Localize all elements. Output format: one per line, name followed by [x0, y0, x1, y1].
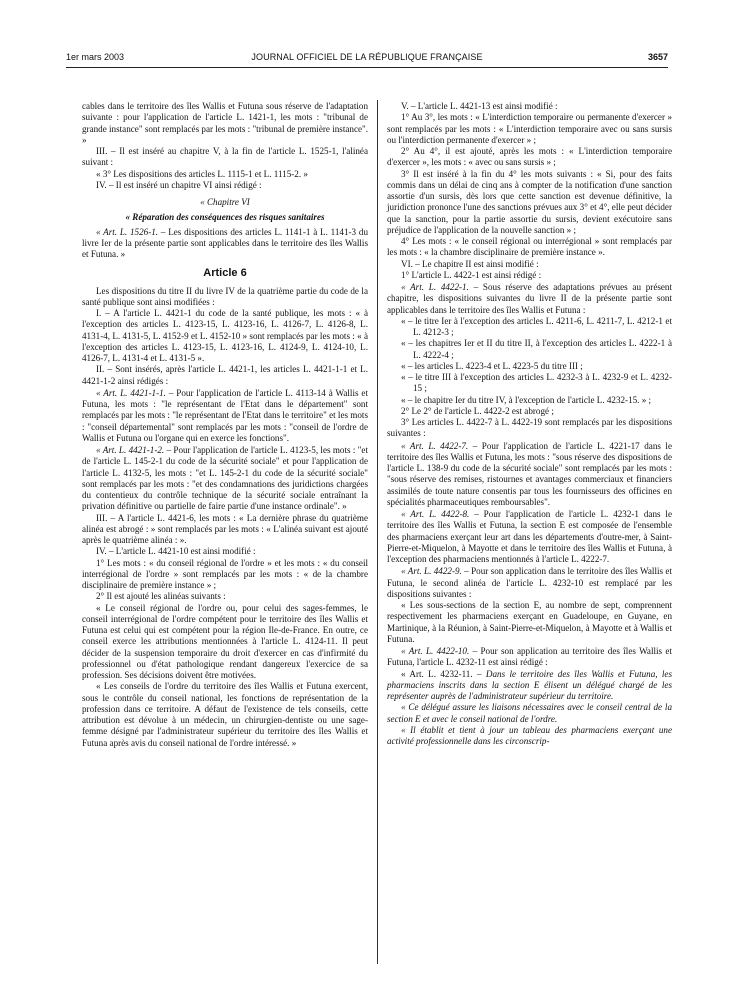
article-paragraph — [82, 227, 368, 261]
paragraph: 2° Le 2° de l'article L. 4422-2 est abrogé ; — [401, 405, 554, 416]
paragraph: « Il établit et tient à jour un tableau des pharmaciens exerçant une activité professionnelle dans les circonscrip- — [387, 724, 672, 746]
header-rule — [66, 67, 668, 68]
list-item: « – les chapitres Ier et II du titre II, à l'exception des articles L. 4222-1 à L. 4222-4 ; — [401, 338, 672, 360]
article-label: « Art. L. 4421-1-2. — [96, 445, 165, 455]
paragraph: 4° Les mots : « le conseil régional ou interrégional » sont remplacés par les mots : « la chambre disciplinaire de première instance ». — [387, 236, 672, 258]
paragraph: III. – A l'article L. 4421-6, les mots : « La dernière phrase du quatrième alinéa est abrogé : » sont remplacés par les mots : « L'alinéa suivant est ajouté après le quatrième alinéa : ». — [82, 512, 368, 545]
paragraph: II. – Sont insérés, après l'article L. 4421-1, les articles L. 4421-1-1 et L. 4421-1-2 ainsi rédigés : — [82, 364, 368, 386]
left-column — [82, 101, 368, 749]
header-title: JOURNAL OFFICIEL DE LA RÉPUBLIQUE FRANÇAISE — [251, 52, 483, 62]
paragraph: VI. – Le chapitre II est ainsi modifié : — [401, 258, 539, 269]
page-header — [66, 52, 668, 66]
paragraph: « Les conseils de l'ordre du territoire des îles Wallis et Futuna exercent, sous le contrôle du conseil national, les fonctions de représentation de la profession dans ce territoire. A défaut de l'existence de tels conseils, cette attribution est dévolue à un médecin, un chirurgien-dentiste ou une sage-femme désigné par l'administrateur supérieur du territoire des îles Wallis et Futuna après avis du conseil national de l'ordre intéressé. » — [82, 681, 368, 748]
article-paragraph — [82, 388, 368, 444]
article-paragraph — [387, 509, 672, 565]
article-label: « Art. L. 4422-9. — [401, 566, 462, 577]
list-item: « – le titre Ier à l'exception des articles L. 4211-6, L. 4211-7, L. 4212-1 et L. 4212-3 ; — [401, 315, 672, 337]
article-paragraph — [387, 441, 672, 509]
paragraph: V. – L'article L. 4421-13 est ainsi modifié : — [401, 101, 558, 111]
article-text: – Sous réserve des adaptations prévues au présent chapitre, les dispositions suivantes du livre II de la présente partie sont applicables dans le territoire des îles Wallis et Futuna : — [387, 282, 672, 315]
paragraph: 3° Il est inséré à la fin du 4° les mots suivants : « Si, pour des faits commis dans un délai de cinq ans à compter de la notification d'une sanction assortie d'un sursis, dès lors que cette sanction est devenue définitive, la juridiction prononce l'une des sanctions prévues aux 3° et 4°, elle peut décider que la sanction, pour la partie assortie du sursis, devient exécutoire sans préjudice de l'application de la nouvelle sanction » ; — [387, 168, 672, 235]
paragraph: « Les sous-sections de la section E, au nombre de sept, comprennent respectivement les pharmaciens exerçant en Guadeloupe, en Guyane, en Martinique, à la Réunion, à Saint-Pierre-et-Miquelon, à Mayotte et à Wallis et Futuna. — [387, 600, 672, 644]
paragraph: III. – Il est inséré au chapitre V, à la fin de l'article L. 1525-1, l'alinéa suivant : — [82, 146, 368, 168]
article-text: Dans le territoire des îles Wallis et Futuna, les pharmaciens inscrits dans la section E élisent un délégué chargé de les représenter auprès de l'administrateur supérieur du territoire. — [387, 668, 672, 701]
chapter-heading: « Chapitre VI — [200, 197, 250, 207]
right-column — [387, 101, 672, 747]
list-item: « – le chapitre Ier du titre IV, à l'exception de l'article L. 4232-15. » ; — [401, 394, 652, 405]
paragraph: 1° Les mots : « du conseil régional de l'ordre » et les mots : « du conseil interrégional de l'ordre » sont remplacés par les mots : « de la chambre disciplinaire de première instance » ; — [82, 557, 368, 590]
article-label: « Art. L. 1526-1. — [96, 226, 159, 237]
list-item: « – le titre III à l'exception des articles L. 4232-3 à L. 4232-9 et L. 4232-15 ; — [401, 372, 672, 394]
article-paragraph — [387, 669, 672, 703]
paragraph: 1° Au 3°, les mots : « L'interdiction temporaire ou permanente d'exercer » sont remplacés par les mots : « L'interdiction temporaire avec ou sans sursis ou l'interdiction permanente d'exercer » ; — [387, 112, 672, 145]
article-label: « Art. L. 4232-11. – — [401, 668, 486, 679]
paragraph: IV. – L'article L. 4421-10 est ainsi modifié : — [96, 546, 256, 557]
article-label: « Art. L. 4422-7. — [401, 440, 469, 451]
header-date: 1er mars 2003 — [66, 52, 125, 62]
article-text: – Les dispositions des articles L. 1141-1 à L. 1141-3 du livre Ier de la présente partie sont applicables dans le territoire des îles Wallis et Futuna. » — [82, 226, 368, 259]
article-label: « Art. L. 4422-8. — [401, 509, 470, 519]
header-page-number: 3657 — [647, 52, 668, 62]
article-label: « Art. L. 4422-1. — [401, 282, 469, 292]
article-paragraph — [387, 566, 672, 600]
article-paragraph — [82, 445, 368, 513]
article-label: « Art. L. 4422-10. — [401, 646, 470, 656]
list-item: « – les articles L. 4223-4 et L. 4223-5 du titre III ; — [401, 360, 583, 371]
article-label: « Art. L. 4421-1-1. — [96, 387, 166, 398]
article-title: Article 6 — [203, 267, 247, 280]
paragraph: « 3° Les dispositions des articles L. 1115-1 et L. 1115-2. » — [96, 168, 308, 179]
article-paragraph — [387, 282, 672, 316]
article-text: – Pour l'application de l'article L. 4123-5, les mots : "et de l'article L. 145-2-1 du code de la sécurité sociale" et pour l'application de l'article L. 4132-5, les mots : "et L. 145-2-1 du code de la sécurité sociale" sont remplacés par les mots : "et des condamnations des juridictions chargées du contentieux du contrôle technique de la sécurité sociale entraînant la privation définitive ou partielle de faire partie d'une instance ordinale". » — [82, 445, 368, 512]
article-text: – Pour son application au territoire des îles Wallis et Futuna, l'article L. 4232-11 est ainsi rédigé : — [387, 646, 672, 668]
article-text: – Pour l'application de l'article L. 4232-1 dans le territoire des îles Wallis et Futuna, la section E est composée de l'ensemble des pharmaciens exerçant leur art dans les départements d'outre-mer, à Saint-Pierre-et-Miquelon, à Mayotte et dans le territoire des îles Wallis et Futuna, à l'exception des pharmaciens mentionnés à l'article L. 4222-7. — [387, 509, 672, 564]
article-text: – Pour l'application de l'article L. 4221-17 dans le territoire des îles Wallis et Futuna, les mots : "sous réserve des dispositions de l'article L. 138-9 du code de la sécurité sociale" sont remplacés par les mots : "sous réserve des remises, ristournes et avantages commerciaux et financiers assimilés de toute nature consentis par tous les fournisseurs des officines en spécialités pharmaceutiques remboursables". — [387, 440, 672, 507]
article-text: – Pour l'application de l'article L. 4113-14 à Wallis et Futuna, les mots : "le représentant de l'Etat dans le département" sont remplacés par les mots : "le représentant de l'Etat dans le territoire" et les mots : "conseil départemental" sont remplacés par les mots : "conseil de l'ordre de Wallis et Futuna ou l'organe qui en exerce les fonctions". — [82, 387, 368, 443]
paragraph: IV. – Il est inséré un chapitre VI ainsi rédigé : — [96, 179, 262, 190]
article-paragraph — [387, 646, 672, 669]
paragraph: 3° Les articles L. 4422-7 à L. 4422-19 sont remplacés par les dispositions suivantes : — [387, 417, 672, 439]
chapter-subtitle: « Réparation des conséquences des risques sanitaires — [125, 212, 325, 223]
paragraph: cables dans le territoire des îles Wallis et Futuna sous réserve de l'adaptation suivante : pour l'application de l'article L. 1421-1, les mots : "tribunal de grande instance" sont remplacés par les mots : "tribunal de première instance". » — [82, 101, 368, 145]
column-separator — [377, 100, 378, 964]
paragraph: Les dispositions du titre II du livre IV de la quatrième partie du code de la santé publique sont ainsi modifiées : — [82, 285, 368, 307]
paragraph: I. – A l'article L. 4421-1 du code de la santé publique, les mots : « à l'exception des articles L. 4123-15, L. 4123-16, L. 4126-7, L. 4126-8, L. 4131-4, L. 4131-5, L. 4152-9 et L. 4152-10 » sont remplacés par les mots : « à l'exception des articles L. 4123-15, L. 4123-16, L. 4124-9, L. 4124-10, L. 4126-7, L. 4131-4 et L. 4131-5 ». — [82, 308, 368, 363]
paragraph: 2° Au 4°, il est ajouté, après les mots : « L'interdiction temporaire d'exercer », les mots : « avec ou sans sursis » ; — [387, 146, 672, 168]
paragraph: « Le conseil régional de l'ordre ou, pour celui des sages-femmes, le conseil interrégional de l'ordre compétent pour le territoire des îles Wallis et Futuna est celui qui est compétent pour la région Ile-de-France. En outre, ce conseil exerce les attributions mentionnées à l'article L. 4124-11. Il peut décider de la suspension temporaire du droit d'exercer en cas d'infirmité du professionnel ou d'état pathologique rendant dangereux l'exercice de sa profession. Ses décisions doivent être motivées. — [82, 602, 368, 680]
paragraph: 1° L'article L. 4422-1 est ainsi rédigé : — [401, 269, 542, 280]
article-text: – Pour son application dans le territoire des îles Wallis et Futuna, le second alinéa de l'article L. 4232-10 est remplacé par les dispositions suivantes : — [387, 566, 672, 599]
paragraph: « Ce délégué assure les liaisons nécessaires avec le conseil central de la section E et avec le conseil national de l'ordre. — [387, 702, 672, 724]
paragraph: 2° Il est ajouté les alinéas suivants : — [96, 591, 226, 602]
